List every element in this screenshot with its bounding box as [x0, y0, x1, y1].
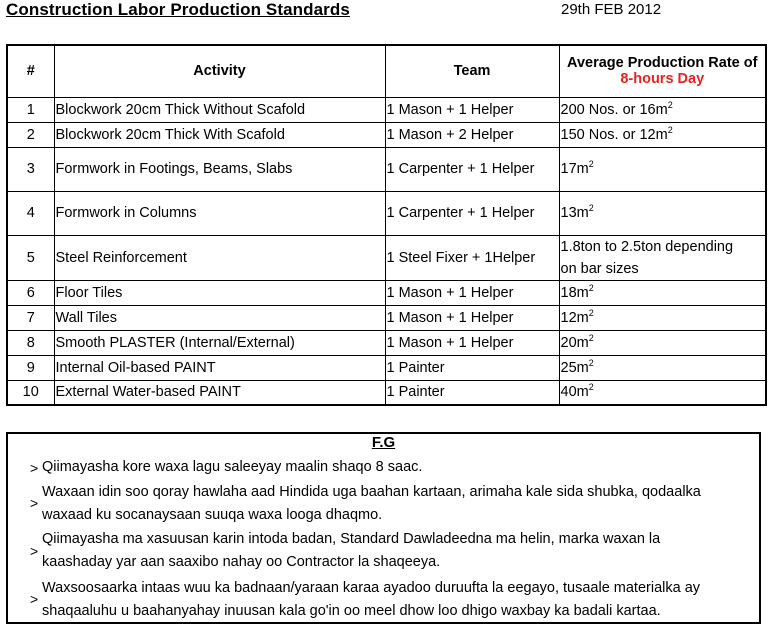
table-row: [7, 191, 766, 235]
note-line: Waxaan idin soo qoray hawlaha aad Hindida uga baahan kartaan, arimaha kale sida shubka, qodaalka: [42, 484, 701, 500]
table-row: [7, 280, 766, 305]
note-line: waxaad ku socanaysaan suuqa waxa looga dhaqmo.: [42, 507, 383, 523]
row-team: 1 Mason + 2 Helper: [385, 122, 559, 147]
row-team: 1 Carpenter + 1 Helper: [385, 191, 559, 235]
row-team: 1 Mason + 1 Helper: [385, 97, 559, 122]
row-number: 5: [7, 235, 54, 280]
header-rate-line2: 8-hours Day: [620, 71, 705, 88]
row-number: 4: [7, 191, 54, 235]
row-activity: Steel Reinforcement: [54, 235, 385, 280]
note-line: shaqaaluhu u baahanyahay inuusan kala go'in oo meel dhow loo dhigo waxbay ka badali kartaa.: [42, 603, 661, 619]
row-number: 2: [7, 122, 54, 147]
note-line: Waxsoosaarka intaas wuu ka badnaan/yaraan karaa ayadoo duruufta la eegayo, tusaale materialka ay: [42, 580, 701, 596]
row-number: 6: [7, 280, 54, 305]
row-team: 1 Mason + 1 Helper: [385, 305, 559, 330]
row-rate: 200 Nos. or $16m^2$: [559, 97, 766, 122]
row-number: 1: [7, 97, 54, 122]
notes-title: F.G: [371, 434, 396, 451]
row-rate: $20m^2$: [559, 330, 766, 355]
bullet-marker: >: [30, 460, 39, 476]
row-number: 3: [7, 147, 54, 191]
row-team: 1 Mason + 1 Helper: [385, 280, 559, 305]
table-row: [7, 97, 766, 122]
row-team: 1 Carpenter + 1 Helper: [385, 147, 559, 191]
row-number: 8: [7, 330, 54, 355]
table-header-row: [7, 45, 766, 97]
table-row: [7, 330, 766, 355]
header-number: #: [7, 45, 54, 97]
row-number: 9: [7, 355, 54, 380]
header-rate: [559, 45, 766, 97]
note-line: Qiimayasha ma xasuusan karin intoda badan, Standard Dawladeedna ma helin, marka waxan la: [42, 531, 661, 547]
row-activity: Floor Tiles: [54, 280, 385, 305]
row-team: 1 Painter: [385, 355, 559, 380]
table-row: [7, 122, 766, 147]
header-activity: Activity: [54, 45, 385, 97]
bullet-marker: >: [30, 495, 39, 511]
row-rate: $12m^2$: [559, 305, 766, 330]
row-activity: Wall Tiles: [54, 305, 385, 330]
header-team: Team: [385, 45, 559, 97]
bullet-marker: >: [30, 591, 39, 607]
row-activity: Internal Oil-based PAINT: [54, 355, 385, 380]
row-team: 1 Mason + 1 Helper: [385, 330, 559, 355]
note-item: [30, 481, 760, 527]
note-item: [30, 528, 760, 574]
table-row: [7, 147, 766, 191]
note-line: kaashaday yar aan saaxibo nahay oo Contractor la shaqeeya.: [42, 554, 441, 570]
production-table: [6, 44, 767, 406]
note-item: [30, 577, 760, 623]
row-rate: 150 Nos. or $12m^2$: [559, 122, 766, 147]
table-row: [7, 355, 766, 380]
table-row: [7, 235, 766, 280]
row-rate: $25m^2$: [559, 355, 766, 380]
row-activity: Formwork in Footings, Beams, Slabs: [54, 147, 385, 191]
row-team: 1 Steel Fixer + 1Helper: [385, 235, 559, 280]
table-row: [7, 305, 766, 330]
row-rate: $17m^2$: [559, 147, 766, 191]
row-rate: $40m^2$: [559, 380, 766, 405]
row-rate: 1.8ton to 2.5ton depending on bar sizes: [559, 235, 766, 280]
note-item: [30, 456, 760, 479]
row-activity: External Water-based PAINT: [54, 380, 385, 405]
note-line: Qiimayasha kore waxa lagu saleeyay maalin shaqo 8 saac.: [42, 459, 423, 475]
row-team: 1 Painter: [385, 380, 559, 405]
row-rate: $13m^2$: [559, 191, 766, 235]
row-activity: Blockwork 20cm Thick With Scafold: [54, 122, 385, 147]
table-row: [7, 380, 766, 405]
page-title: Construction Labor Production Standards: [6, 0, 350, 19]
row-activity: Smooth PLASTER (Internal/External): [54, 330, 385, 355]
row-activity: Blockwork 20cm Thick Without Scafold: [54, 97, 385, 122]
row-activity: Formwork in Columns: [54, 191, 385, 235]
notes-box: [6, 432, 761, 624]
document-date: 29th FEB 2012: [561, 1, 662, 18]
row-rate: $18m^2$: [559, 280, 766, 305]
row-number: 10: [7, 380, 54, 405]
bullet-marker: >: [30, 543, 39, 559]
row-number: 7: [7, 305, 54, 330]
header-rate-line1: Average Production Rate of: [567, 55, 758, 72]
